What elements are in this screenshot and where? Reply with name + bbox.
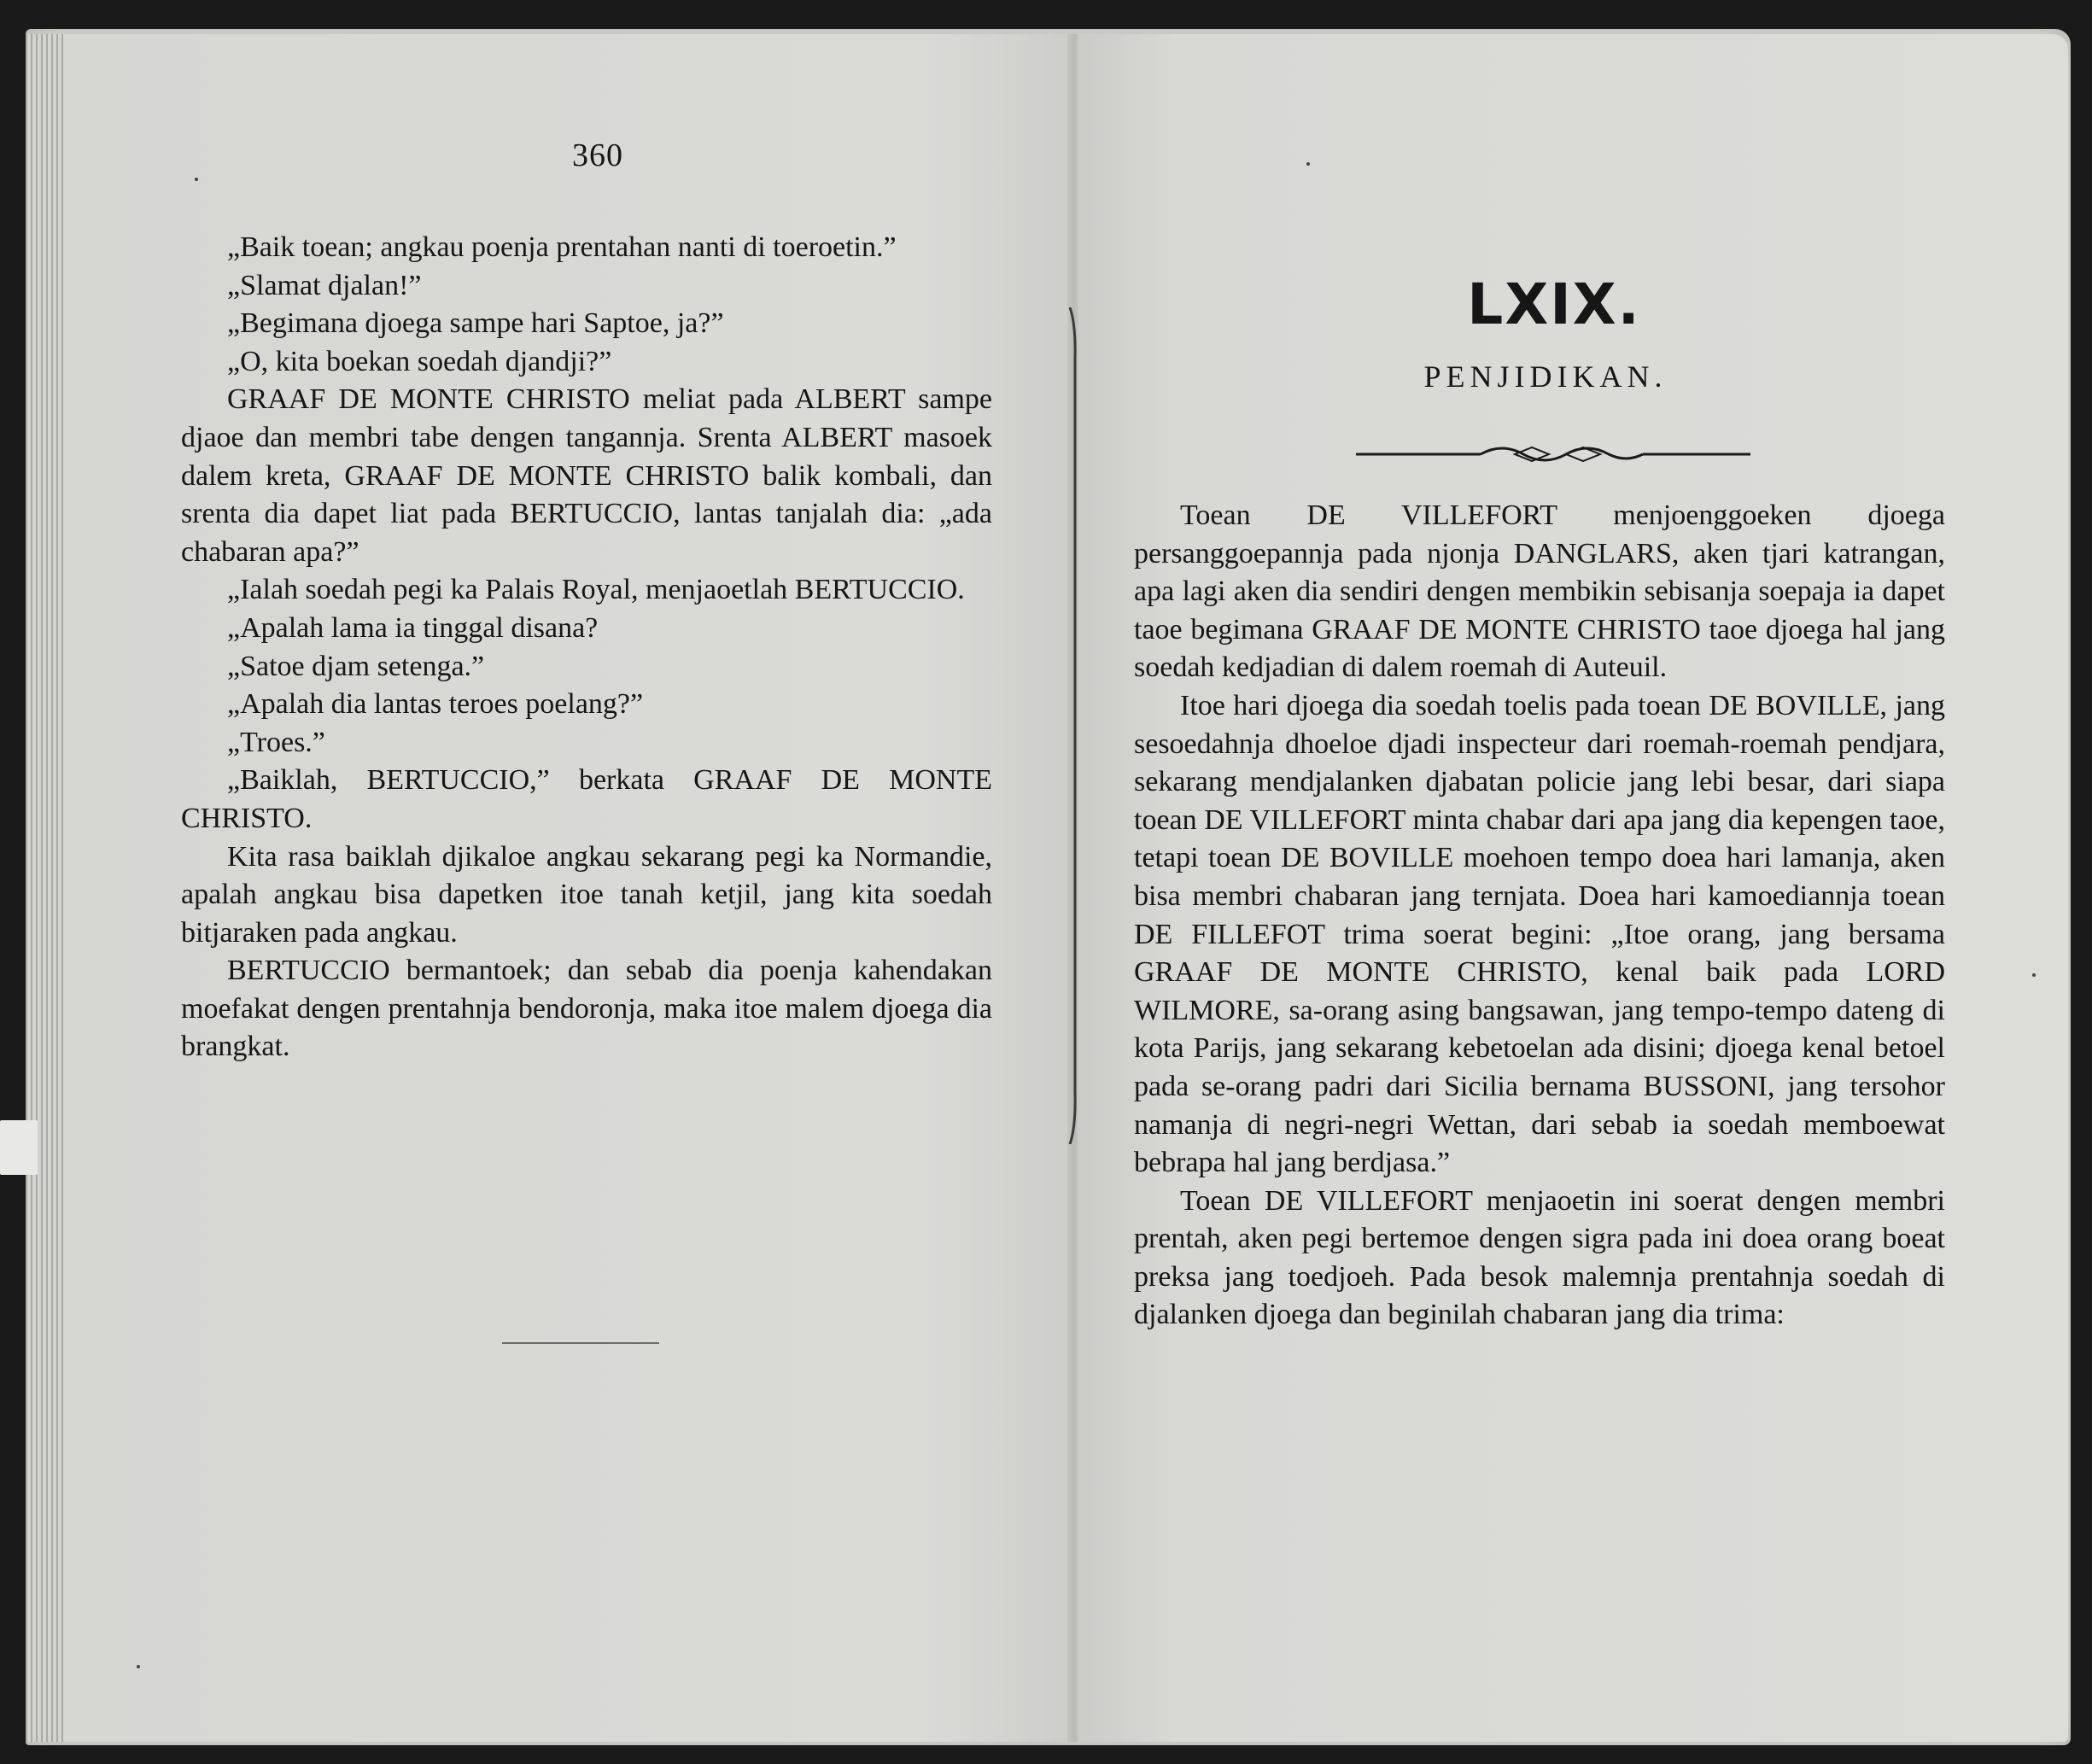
- paragraph: „Satoe djam setenga.”: [227, 650, 485, 682]
- paragraph: „Slamat djalan!”: [227, 269, 422, 301]
- paragraph: „Baiklah, BERTUCCIO,” berkata GRAAF DE MONTE CHRISTO.: [181, 764, 992, 834]
- scan-speck: [195, 178, 198, 181]
- paragraph: BERTUCCIO bermantoek; dan sebab dia poenja kahendakan moefakat dengen prentahnja bendoronja, maka itoe malem djoega dia brangkat.: [181, 955, 992, 1063]
- paragraph: „Begimana djoega sampe hari Saptoe, ja?”: [227, 307, 724, 340]
- scan-speck: [137, 1665, 140, 1668]
- paragraph: „Apalah dia lantas teroes poelang?”: [227, 688, 644, 721]
- left-page-text: [181, 229, 992, 1066]
- paragraph: „O, kita boekan soedah djandji?”: [227, 345, 612, 377]
- paragraph: Itoe hari djoega dia soedah toelis pada toean DE BOVILLE, jang sesoedahnja dhoeloe djadi inspecteur dari roemah-roemah pendjara, sekarang mendjalanken djabatan policie jang lebi besar, dari siapa toean DE VILLEFORT minta chabar dari apa jang dia kepengen taoe, tetapi toean DE BOVILLE moehoen tempo doea hari lamanja, aken bisa membri chabaran jang ternjata. Doea hari kamoediannja toean DE FILLEFOT trima soerat begini: „Itoe orang, jang bersama GRAAF DE MONTE CHRISTO, kenal baik pada LORD WILMORE, sa-orang asing bangsawan, jang tempo-tempo dateng di kota Parijs, jang sekarang kebetoelan ada disini; djoega kenal betoel pada se-orang padri dari Sicilia bernama BUSSONI, jang tersohor namanja di negri-negri Wettan, dari sebab ia soedah memboewat bebrapa hal jang berdjasa.”: [1134, 689, 1945, 1179]
- right-page-text: [1134, 497, 1945, 1335]
- page-edges: [26, 34, 63, 1742]
- end-rule: [502, 1342, 659, 1344]
- chapter-title: PENJIDIKAN.: [1423, 359, 1668, 394]
- ornament-divider-icon: [1353, 437, 1754, 471]
- chapter-number: LXIX.: [1467, 272, 1641, 337]
- paragraph: Toean DE VILLEFORT menjaoetin ini soerat dengen membri prentah, aken pegi bertemoe dengen sigra pada ini doea orang boeat preksa jang toedjoeh. Pada besok malemnja prentahnja soedah di djalanken djoega dan beginilah chabaran jang dia trima:: [1134, 1184, 1945, 1331]
- paragraph: GRAAF DE MONTE CHRISTO meliat pada ALBERT sampe djaoe dan membri tabe dengen tangannja. Srenta ALBERT masoek dalem kreta, GRAAF DE MONTE CHRISTO balik kombali, dan srenta dia dapet liat pada BERTUCCIO, lantas tanjalah dia: „ada chabaran apa?”: [181, 383, 992, 568]
- scan-speck: [2032, 973, 2036, 977]
- paragraph: „Ialah soedah pegi ka Palais Royal, menjaoetlah BERTUCCIO.: [227, 574, 965, 606]
- paragraph: „Baik toean; angkau poenja prentahan nanti di toeroetin.”: [227, 231, 897, 263]
- margin-bracket-line: [1067, 307, 1079, 1144]
- paragraph: „Troes.”: [227, 726, 325, 758]
- scan-speck: [1306, 162, 1310, 166]
- paragraph: Kita rasa baiklah djikaloe angkau sekarang pegi ka Normandie, apalah angkau bisa dapetken itoe tanah ketjil, jang kita soedah bitjaraken pada angkau.: [181, 840, 992, 949]
- page-number: 360: [572, 137, 623, 173]
- paragraph: Toean DE VILLEFORT menjoenggoeken djoega persanggoepannja pada njonja DANGLARS, aken tjari katrangan, apa lagi aken dia sendiri dengen membikin sebisanja soepaja ia dapet taoe begimana GRAAF DE MONTE CHRISTO taoe djoega hal jang soedah kedjadian di dalem roemah di Auteuil.: [1134, 499, 1945, 684]
- paragraph: „Apalah lama ia tinggal disana?: [227, 611, 599, 644]
- page-tab-marker: [0, 1120, 38, 1175]
